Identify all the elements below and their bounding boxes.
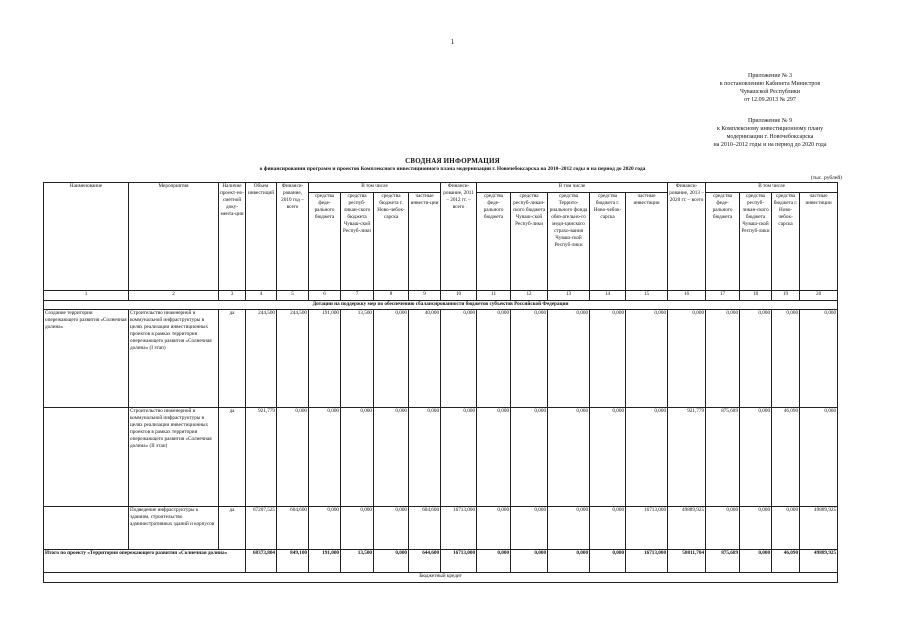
page-number: 1 (450, 38, 455, 46)
value-cell: 0,000 (477, 310, 511, 408)
value-cell: 16713,000 (626, 507, 668, 550)
appendix-block-2 (690, 117, 850, 149)
total-value-cell: 68373,804 (246, 550, 277, 573)
value-cell: 0,000 (772, 310, 800, 408)
section-row (44, 301, 838, 310)
value-cell: 0,000 (548, 310, 590, 408)
value-cell: 604,600 (277, 507, 309, 550)
value-cell: 46,090 (772, 408, 800, 507)
column-number: 8 (374, 291, 409, 301)
total-value-cell: 16713,000 (441, 550, 477, 573)
column-number: 1 (44, 291, 129, 301)
value-cell: 0,000 (740, 310, 772, 408)
appendix-line: Приложение № 3 (748, 73, 792, 79)
unit-label: (тыс. рублей) (810, 175, 842, 181)
column-number: 11 (477, 291, 511, 301)
value-cell: 0,000 (374, 408, 409, 507)
value-cell: 0,000 (309, 408, 341, 507)
column-number: 4 (246, 291, 277, 301)
design-docs-cell: да (219, 408, 246, 507)
header-g1-federal: средства феде-рального бюджета (309, 193, 341, 291)
value-cell: 0,000 (800, 310, 838, 408)
budget-credit-row (44, 573, 838, 583)
total-value-cell: 49889,925 (800, 550, 838, 573)
value-cell: 0,000 (341, 408, 374, 507)
value-cell: 0,000 (374, 507, 409, 550)
table-row (44, 408, 838, 507)
value-cell: 0,000 (374, 310, 409, 408)
value-cell: 921,779 (246, 408, 277, 507)
document-title: СВОДНАЯ ИНФОРМАЦИЯ (405, 157, 500, 165)
header-incl-2012: В том числе (477, 183, 668, 193)
header-g3-republic: средства респуб-ликан-ского бюджета Чуваш-ской Респуб-лики (740, 193, 772, 291)
value-cell: 0,000 (548, 507, 590, 550)
header-g2-republic: средства респуб-ликан-ского бюджета Чуваш-ской Респуб-лики (511, 193, 548, 291)
total-value-cell: 0,000 (477, 550, 511, 573)
column-number: 3 (219, 291, 246, 301)
column-number: 15 (626, 291, 668, 301)
value-cell: 875,689 (706, 408, 740, 507)
header-incl-2010: В том числе (309, 183, 441, 193)
column-number: 2 (129, 291, 219, 301)
value-cell: 0,000 (800, 408, 838, 507)
header-design-docs: Наличие проект-но-сметной доку-мента-ции (219, 183, 246, 291)
column-number: 7 (341, 291, 374, 301)
header-volume: Объем инвестиций (246, 183, 277, 291)
header-fin-2020: Финанси-рование, 2013 – 2020 гг. – всего (668, 183, 706, 291)
budget-credit-title: Бюджетный кредит (44, 573, 838, 583)
value-cell: 0,000 (590, 408, 626, 507)
value-cell: 0,000 (740, 408, 772, 507)
value-cell: 0,000 (511, 310, 548, 408)
value-cell: 0,000 (441, 310, 477, 408)
column-number: 20 (800, 291, 838, 301)
header-fin-2012: Финанси-рование, 2011 – 2012 гг. – всего (441, 183, 477, 291)
column-number: 9 (409, 291, 441, 301)
total-value-cell: 0,000 (548, 550, 590, 573)
value-cell: 40,000 (409, 310, 441, 408)
header-g1-private: частные инвести-ции (409, 193, 441, 291)
total-value-cell: 13,500 (341, 550, 374, 573)
column-number: 5 (277, 291, 309, 301)
column-number: 18 (740, 291, 772, 301)
appendix-line: к постановлению Кабинета Министров (719, 81, 821, 87)
total-value-cell: 875,689 (706, 550, 740, 573)
column-number: 19 (772, 291, 800, 301)
value-cell: 49889,925 (668, 507, 706, 550)
column-number: 6 (309, 291, 341, 301)
total-value-cell: 0,000 (374, 550, 409, 573)
value-cell: 0,000 (668, 310, 706, 408)
header-g1-city: средства бюджета г. Ново-чебок-сарска (374, 193, 409, 291)
column-number: 12 (511, 291, 548, 301)
value-cell: 191,000 (309, 310, 341, 408)
header-fin-2010: Финанси-рование, 2010 год – всего (277, 183, 309, 291)
header-g2-city: средства бюджета г. Ново-чебок-сарска (590, 193, 626, 291)
financing-table (43, 182, 838, 583)
header-g3-federal: средства феде-рального бюджета (706, 193, 740, 291)
appendix-line: модернизации г. Новочебоксарска (726, 134, 814, 140)
value-cell: 0,000 (441, 408, 477, 507)
total-row (44, 550, 838, 573)
value-cell: 16713,000 (441, 507, 477, 550)
total-value-cell: 16713,000 (626, 550, 668, 573)
total-value-cell: 50811,704 (668, 550, 706, 573)
value-cell: 0,000 (477, 507, 511, 550)
value-cell: 0,000 (626, 310, 668, 408)
column-number: 10 (441, 291, 477, 301)
header-g2-federal: средства феде-рального бюджета (477, 193, 511, 291)
appendix-line: от 12.09.2013 № 297 (744, 97, 796, 103)
value-cell: 49889,925 (800, 507, 838, 550)
value-cell: 13,500 (341, 310, 374, 408)
value-cell: 0,000 (706, 507, 740, 550)
value-cell: 0,000 (706, 310, 740, 408)
value-cell: 604,600 (409, 507, 441, 550)
total-value-cell: 191,000 (309, 550, 341, 573)
value-cell: 0,000 (772, 507, 800, 550)
header-g3-city: средства бюджета г. Ново-чебок-сарска (772, 193, 800, 291)
header-incl-2020: В том числе (706, 183, 838, 193)
header-g2-medfund: средства Террито-риального фонда обяз-ательно-го меди-цинского страхо-вания Чуваш-ской Респуб-лики (548, 193, 590, 291)
total-value-cell: 0,000 (590, 550, 626, 573)
column-number: 14 (590, 291, 626, 301)
table-row (44, 310, 838, 408)
appendix-line: Приложение № 9 (748, 118, 792, 124)
value-cell: 921,779 (668, 408, 706, 507)
total-label: Итого по проекту «Территория опережающего развития «Солнечная долина» (44, 550, 246, 573)
value-cell: 0,000 (740, 507, 772, 550)
column-number: 13 (548, 291, 590, 301)
measure-cell: Строительство инженерной и коммунальной инфраструктуры в целях реализации инвестиционных проектов в рамках территории опережающего развития «Солнечная долина» (I этап) (129, 310, 219, 408)
total-value-cell: 46,090 (772, 550, 800, 573)
header-measure: Мероприятия (129, 183, 219, 291)
value-cell: 0,000 (626, 408, 668, 507)
header-g1-republic: средства респуб-ликан-ского бюджета Чуваш-ской Респуб-лики (341, 193, 374, 291)
value-cell: 0,000 (590, 310, 626, 408)
value-cell: 0,000 (277, 408, 309, 507)
project-name-cell: Создание территории опережающего развития «Солнечная долина» (44, 310, 129, 408)
project-name-cell (44, 408, 129, 507)
value-cell: 67207,525 (246, 507, 277, 550)
value-cell: 0,000 (341, 507, 374, 550)
value-cell: 0,000 (477, 408, 511, 507)
column-number: 16 (668, 291, 706, 301)
total-value-cell: 0,000 (511, 550, 548, 573)
value-cell: 0,000 (590, 507, 626, 550)
design-docs-cell: да (219, 310, 246, 408)
value-cell: 244,500 (246, 310, 277, 408)
design-docs-cell: да (219, 507, 246, 550)
header-g2-private: частные инвестиции (626, 193, 668, 291)
project-name-cell (44, 507, 129, 550)
total-value-cell: 849,100 (277, 550, 309, 573)
value-cell: 244,500 (277, 310, 309, 408)
measure-cell: Подведение инфраструктуры к зданиям, строительство административных зданий и корпусов (129, 507, 219, 550)
header-g3-private: частные инвестиции (800, 193, 838, 291)
value-cell: 0,000 (511, 507, 548, 550)
document-subtitle: о финансировании программ и проектов Комплексного инвестиционного плана модернизации г. Новочебоксарска на 2010–2012 годы и на период до 2020 года (259, 166, 646, 172)
value-cell: 0,000 (309, 507, 341, 550)
column-number-row (44, 291, 838, 301)
table-row (44, 507, 838, 550)
total-value-cell: 0,000 (740, 550, 772, 573)
measure-cell: Строительство инженерной и коммунальной инфраструктуры в целях реализации инвестиционных проектов в рамках территории опережающего развития «Солнечная долина» (II этап) (129, 408, 219, 507)
column-number: 17 (706, 291, 740, 301)
appendix-line: Чувашской Республики (739, 89, 801, 95)
appendix-line: на 2010–2012 годы и на период до 2020 года (713, 142, 827, 148)
total-value-cell: 644,600 (409, 550, 441, 573)
appendix-block-1 (690, 72, 850, 104)
value-cell: 0,000 (548, 408, 590, 507)
value-cell: 0,000 (409, 408, 441, 507)
value-cell: 0,000 (511, 408, 548, 507)
appendix-line: к Комплексному инвестиционному плану (716, 126, 824, 132)
header-name: Наименование (44, 183, 129, 291)
section-title: Дотации на поддержку мер по обеспечению сбалансированности бюджетов субъектов Российской Федерации (44, 301, 838, 310)
